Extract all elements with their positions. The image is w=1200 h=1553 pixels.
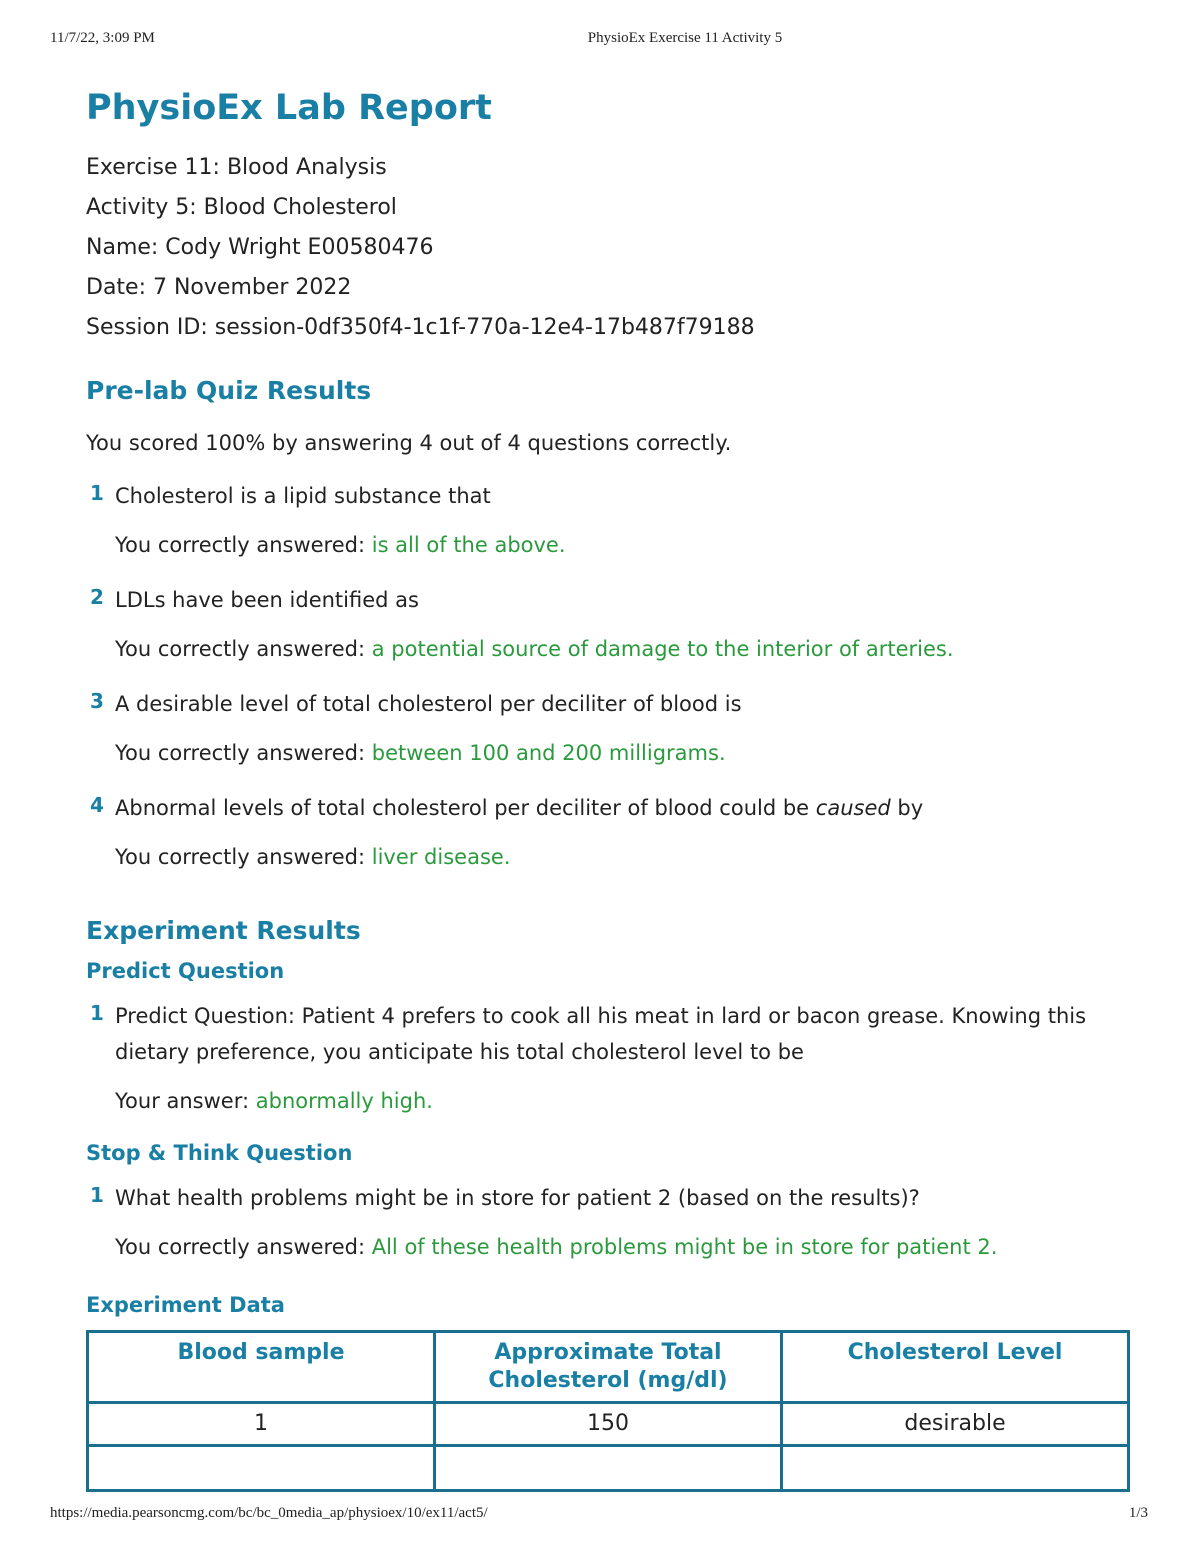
report-title: PhysioEx Lab Report [86, 88, 492, 128]
question-answer [115, 738, 1130, 768]
name-line: Name: Cody Wright E00580476 [86, 235, 434, 260]
question-text [115, 790, 1130, 826]
print-page-number: 1/3 [1128, 1505, 1148, 1521]
column-header: Cholesterol Level [782, 1332, 1129, 1403]
column-header: Approximate Total Cholesterol (mg/dl) [435, 1332, 782, 1403]
print-doc-title: PhysioEx Exercise 11 Activity 5 [587, 30, 783, 46]
prelab-heading: Pre-lab Quiz Results [86, 376, 372, 405]
answer-value: abnormally high. [255, 1089, 433, 1113]
question-text: A desirable level of total cholesterol per deciliter of blood is [115, 692, 742, 716]
date-line: Date: 7 November 2022 [86, 275, 352, 300]
answer-prefix: Your answer: [115, 1089, 256, 1113]
table-cell [435, 1446, 782, 1491]
stop-think-heading: Stop & Think Question [86, 1141, 353, 1165]
exercise-line: Exercise 11: Blood Analysis [86, 155, 387, 180]
column-header: Blood sample [88, 1332, 435, 1403]
table-cell: 1 [88, 1403, 435, 1446]
table-row-cut [88, 1446, 1129, 1491]
table-header-row [88, 1332, 1129, 1403]
table-cell: desirable [782, 1403, 1129, 1446]
quiz-question-3 [86, 686, 1130, 768]
question-text: Cholesterol is a lipid substance that [115, 484, 491, 508]
question-text-emphasis: caused [815, 796, 891, 820]
stop-think-question [86, 1180, 1130, 1262]
answer-prefix: You correctly answered: [115, 741, 372, 765]
experiment-data-heading: Experiment Data [86, 1293, 285, 1317]
table-cell [88, 1446, 435, 1491]
answer-value: is all of the above. [371, 533, 566, 557]
question-answer [115, 530, 1130, 560]
answer-value: a potential source of damage to the interior of arteries. [371, 637, 954, 661]
answer-value: liver disease. [371, 845, 511, 869]
question-answer [115, 1086, 1130, 1116]
quiz-question-4 [86, 790, 1130, 872]
question-number: 2 [90, 585, 104, 609]
answer-prefix: You correctly answered: [115, 637, 372, 661]
print-url: https://media.pearsoncmg.com/bc/bc_0media_ap/physioex/10/ex11/act5/ [50, 1505, 488, 1521]
question-number: 1 [90, 1001, 104, 1025]
table-row [88, 1403, 1129, 1446]
table-cell [782, 1446, 1129, 1491]
question-answer [115, 634, 1130, 664]
question-number: 1 [90, 481, 104, 505]
question-number: 3 [90, 689, 104, 713]
answer-value: All of these health problems might be in store for patient 2. [371, 1235, 998, 1259]
report-meta [86, 148, 1130, 348]
quiz-question-2 [86, 582, 1130, 664]
question-number: 4 [90, 793, 104, 817]
lab-report [86, 86, 1130, 1492]
print-datetime: 11/7/22, 3:09 PM [50, 30, 155, 46]
quiz-question-1 [86, 478, 1130, 560]
question-number: 1 [90, 1183, 104, 1207]
experiment-data-table [86, 1330, 1130, 1492]
question-text-before: Abnormal levels of total cholesterol per deciliter of blood could be [115, 796, 816, 820]
answer-prefix: You correctly answered: [115, 845, 372, 869]
question-answer [115, 1232, 1130, 1262]
question-text: Predict Question: Patient 4 prefers to cook all his meat in lard or bacon grease. Knowing this dietary preference, you anticipate his total cholesterol level to be [115, 1004, 1087, 1064]
question-text: LDLs have been identified as [115, 588, 419, 612]
answer-prefix: You correctly answered: [115, 533, 372, 557]
question-answer [115, 842, 1130, 872]
session-line: Session ID: session-0df350f4-1c1f-770a-12e4-17b487f79188 [86, 315, 755, 340]
answer-value: between 100 and 200 milligrams. [371, 741, 726, 765]
prelab-score: You scored 100% by answering 4 out of 4 questions correctly. [86, 431, 732, 455]
table-cell: 150 [435, 1403, 782, 1446]
question-text-after: by [890, 796, 924, 820]
predict-heading: Predict Question [86, 959, 285, 983]
activity-line: Activity 5: Blood Cholesterol [86, 195, 397, 220]
answer-prefix: You correctly answered: [115, 1235, 372, 1259]
question-text: What health problems might be in store for patient 2 (based on the results)? [115, 1186, 920, 1210]
experiment-heading: Experiment Results [86, 916, 361, 945]
predict-question [86, 998, 1130, 1116]
